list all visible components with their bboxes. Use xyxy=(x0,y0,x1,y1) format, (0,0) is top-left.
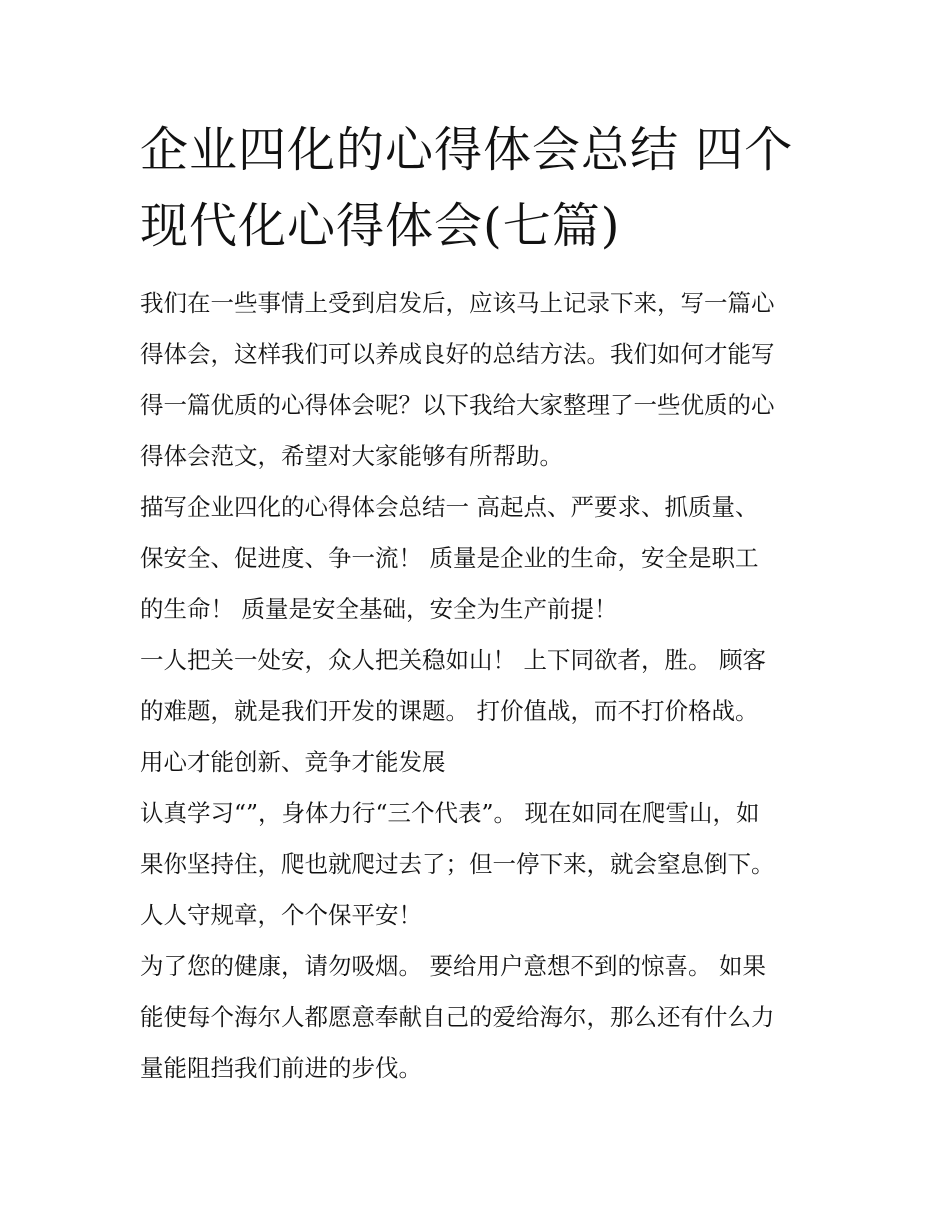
document-content xyxy=(140,112,820,1094)
paragraph-line: 的难题，就是我们开发的课题。 打价值战，而不打价格战。 xyxy=(140,697,759,725)
paragraph xyxy=(140,890,820,941)
paragraph-line: 得体会，这样我们可以养成良好的总结方法。我们如何才能写 xyxy=(140,340,775,368)
paragraph-line: 保安全、促进度、争一流！ 质量是企业的生命，安全是职工 xyxy=(140,544,759,572)
title-line: 现代化心得体会(七篇) xyxy=(140,198,621,254)
paragraph-line: 果你坚持住，爬也就爬过去了；但一停下来，就会窒息倒下。 xyxy=(140,850,775,878)
paragraph-line: 的生命！ 质量是安全基础，安全为生产前提！ xyxy=(140,595,618,623)
paragraph xyxy=(140,788,820,890)
paragraph xyxy=(140,941,820,1094)
paragraph-line: 得一篇优质的心得体会呢？以下我给大家整理了一些优质的心 xyxy=(140,391,775,419)
paragraph-line: 描写企业四化的心得体会总结一 高起点、严要求、抓质量、 xyxy=(140,493,759,521)
paragraph-line: 量能阻挡我们前进的步伐。 xyxy=(140,1054,422,1082)
paragraph-line: 认真学习“”，身体力行“三个代表”。 现在如同在爬雪山，如 xyxy=(140,799,760,827)
paragraph xyxy=(140,482,820,635)
title-line: 企业四化的心得体会总结 四个 xyxy=(140,122,794,178)
paragraph-line: 人人守规章，个个保平安！ xyxy=(140,901,422,929)
paragraph-line: 用心才能创新、竞争才能发展 xyxy=(140,748,446,776)
paragraph xyxy=(140,635,820,737)
paragraph-line: 为了您的健康，请勿吸烟。 要给用户意想不到的惊喜。 如果 xyxy=(140,952,766,980)
paragraph-line: 我们在一些事情上受到启发后，应该马上记录下来，写一篇心 xyxy=(140,289,775,317)
document-title xyxy=(140,112,820,264)
paragraph-line: 能使每个海尔人都愿意奉献自己的爱给海尔，那么还有什么力 xyxy=(140,1003,775,1031)
paragraph-line: 得体会范文，希望对大家能够有所帮助。 xyxy=(140,442,563,470)
document-body xyxy=(140,278,820,1094)
paragraph xyxy=(140,737,820,788)
paragraph-line: 一人把关一处安，众人把关稳如山！ 上下同欲者，胜。 顾客 xyxy=(140,646,766,674)
intro-paragraph xyxy=(140,278,820,482)
